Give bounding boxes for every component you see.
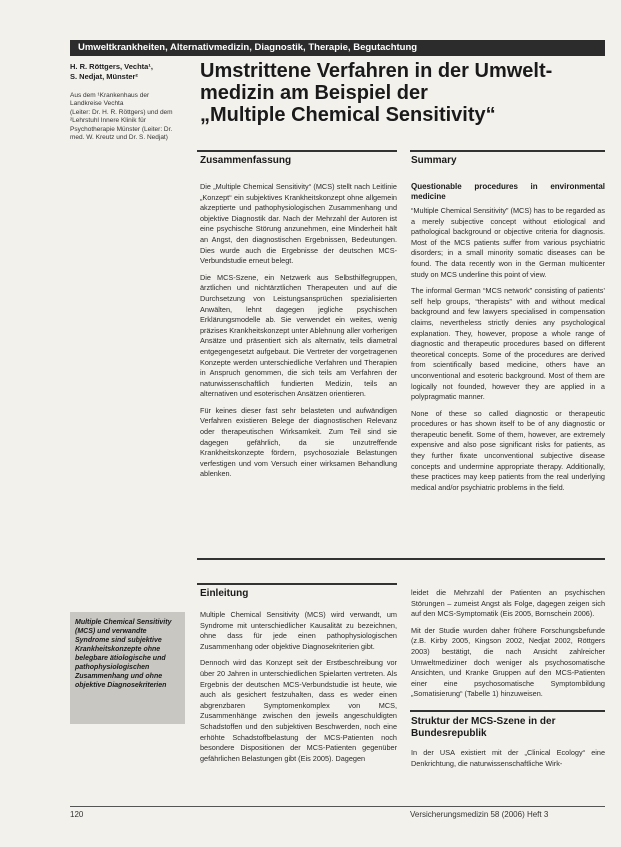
zusammenfassung-paragraph: Die MCS-Szene, ein Netzwerk aus Selbsthilfegruppen, ärztlichen und nichtärztlichen Therapeuten und auf die Durchsetzung von Leistungsansprüchen spezialisierten Anwälten, lehnt dagegen jegliche psychischen Erklärungsmodelle ab. Sie verwendet ein weites, wenig präzises Krankheitskonzept unter Ablehnung aller vorherigen Ansätze und präsentiert sich als alternativ, teils diametral entgegengesetzt aufgebaut. Die Vertreter der vorgetragenen Konzepte werden unterschiedliche Verfahren und Therapien in Anspruch genommen, die sich teils am Verfahren der naturwissenschaftlich fundierten Medizin, teils an alternativen und esoterischen Ansätzen orientieren. [200, 272, 397, 399]
article-title [200, 60, 610, 126]
title-line-3: „Multiple Chemical Sensitivity“ [200, 104, 496, 126]
struktur-heading: Struktur der MCS-Szene in der Bundesrepublik [411, 716, 556, 739]
struktur-rule [410, 710, 605, 712]
einleitung-body [200, 610, 397, 770]
zusammenfassung-paragraph: Für keines dieser fast sehr belasteten und aufwändigen Verfahren existieren Belege der diagnostischen Relevanz oder therapeutischen Wirksamkeit. Zum Teil sind sie dagegen gefährlich, da sie unzutreffende Krankheitskonzepte fördern, psychosoziale Belastungen verfestigen und vom Versuch einer wirksamen Behandlung ablenken. [200, 405, 397, 479]
summary-rule [410, 150, 605, 152]
struktur-paragraph: In der USA existiert mit der „Clinical Ecology“ eine Denkrichtung, die naturwissenschaftliche Wirk- [411, 748, 605, 768]
einleitung-paragraph: Multiple Chemical Sensitivity (MCS) wird verwandt, um Syndrome mit unterschiedlicher Kausalität zu bezeichnen, ohne dass für jede einen pathophysiologischen Zusammenhang oder objektive Diagnosekriterien gibt. [200, 610, 397, 651]
margin-note: Multiple Chemical Sensitivity (MCS) und verwandte Syndrome sind subjektive Krankheitskonzepte ohne belegbare ätiologische und pathophysiologischen Zusammenhang und ohne objektive Diagnosekriterien [70, 612, 185, 724]
einleitung-paragraph: Dennoch wird das Konzept seit der Erstbeschreibung vor über 20 Jahren in unterschiedlichen Spielarten vertreten. Als Ergebnis der deutschen MCS-Verbundstudie ist heute, wie auch als gesichert festzuhalten, dass es weder einen abgrenzbaren Symptomenkomplex von MCS, Zusammenhänge zwischen den jeweils angeschuldigten Schadstoffen und den subjektiven Beschwerden, noch eine erhöhte Schadstoffbelastung der MCS-Patienten noch besondere Dispositionen der MCS-Patienten gegenüber gefährlichen Belastungen gibt (Eis 2005). Dagegen [200, 658, 397, 763]
einleitung-rule [197, 583, 397, 585]
page-number: 120 [70, 810, 84, 819]
summary-subheading: Questionable procedures in environmental medicine [411, 182, 605, 201]
title-line-2: medizin am Beispiel der [200, 82, 428, 104]
author-block [70, 62, 188, 82]
affiliation-block [70, 92, 188, 142]
affiliation-line: Landkreise Vechta [70, 100, 124, 108]
journal-citation: Versicherungsmedizin 58 (2006) Heft 3 [410, 810, 549, 819]
continuation-body [411, 588, 605, 706]
footer-rule [70, 806, 605, 807]
zusammenfassung-heading: Zusammenfassung [200, 155, 292, 166]
author-line-1: H. R. Röttgers, Vechta¹, [70, 62, 153, 71]
affiliation-line: med. W. Kreutz und Dr. S. Nedjat) [70, 134, 168, 142]
affiliation-line: ²Lehrstuhl Innere Klinik für [70, 117, 146, 125]
affiliation-line: Psychotherapie Münster (Leiter: Dr. [70, 125, 173, 133]
summary-paragraph: None of these so called diagnostic or therapeutic procedures or has shown itself to be of any diagnostic or therapeutic benefit. Some of them, however, are extremely expensive and also pose significant risks for patients, as they further fixate unconventional subjective disease concepts and undermine appropriate therapy. Additionally, these practices may keep patients from the real underlying medical and/or psychiatric problems in the field. [411, 408, 605, 492]
struktur-body [411, 748, 605, 775]
title-line-1: Umstrittene Verfahren in der Umwelt- [200, 60, 553, 82]
affiliation-line: (Leiter: Dr. H. R. Röttgers) und dem [70, 108, 173, 116]
zusammenfassung-paragraph: Die „Multiple Chemical Sensitivity“ (MCS) stellt nach Leitlinie „Konzept“ ein subjektives Krankheitskonzept ohne allgemein akzeptierte und pathophysiologischen Zusammenhang und objektive Diagnostik dar. Nach der Mehrzahl der Autoren ist eine psychische Störung anzunehmen, eine Minderheit hält an Angst, den diagnostischen Ergebnissen, Bedeutungen. Dies wurde auch die Ergebnisse der deutschen MCS-Verbundstudie erneut belegt. [200, 182, 397, 266]
zusammenfassung-rule [197, 150, 397, 152]
zusammenfassung-body [200, 182, 397, 486]
einleitung-heading: Einleitung [200, 588, 249, 599]
continuation-paragraph: Mit der Studie wurden daher frühere Forschungsbefunde (z.B. Kirby 2005, Kingson 2002, Nedjat 2002, Röttgers 2003) bestätigt, die nach Ansicht zahlreicher Umweltmediziner doch weniger als psychosomatische Ansichten, und Kranke Gruppen auf den MCS-Patienten einer eine psychosomatische Symptombildung „Somatisierung“ (Tabelle 1) hinzuweisen. [411, 625, 605, 699]
summary-body [411, 182, 605, 499]
summary-heading: Summary [411, 155, 457, 166]
affiliation-line: Aus dem ¹Krankenhaus der [70, 92, 150, 99]
summary-paragraph: The informal German “MCS network” consisting of patients’ self help groups, “therapists” with and without medical background and few lawyers specialised in compensation claims, nevertheless strictly denies any psychological explanation. They, however, propose a whole range of diagnostic and therapeutic procedures based on different theoretical concepts. Some of the procedures are derived from scientifically based medicine, others have an unconventional and esoteric background. Most of them are logically not founded, however they are applied in a polypragmatic manner. [411, 286, 605, 402]
section-banner: Umweltkrankheiten, Alternativmedizin, Diagnostik, Therapie, Begutachtung [70, 40, 605, 56]
summary-paragraph: “Multiple Chemical Sensitivity” (MCS) has to be regarded as a merely subjective concept without etiological and pathological background or objective criteria for diagnosis. Most of the MCS patients suffer from various psychiatric disorders; in a small minority somatic diseases can be found. The data recently won in the German multicenter study on MCS underline this point of view. [411, 206, 605, 279]
continuation-paragraph: leidet die Mehrzahl der Patienten an psychischen Störungen – zumeist Angst als Folge, dagegen zeigen sich auf den MCS-Symptomatik (Eis 2005, Bornschein 2006). [411, 588, 605, 619]
author-line-2: S. Nedjat, Münster² [70, 72, 138, 81]
section-divider [197, 558, 605, 560]
